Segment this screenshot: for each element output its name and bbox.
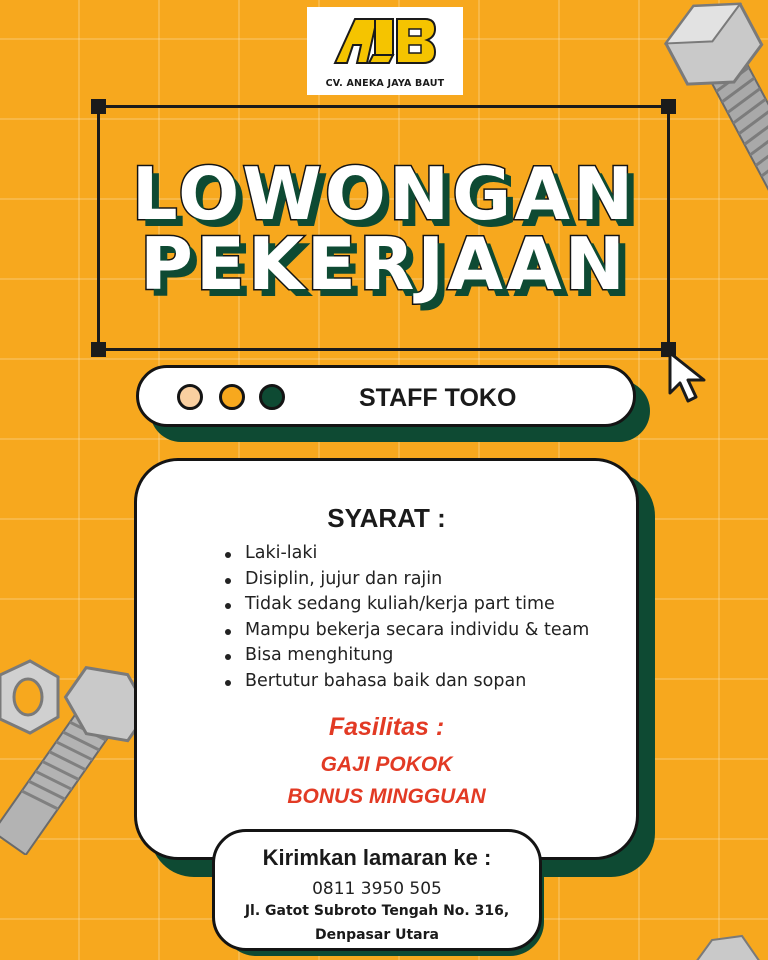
- list-item: Disiplin, jujur dan rajin: [225, 567, 589, 593]
- frame-handle: [91, 99, 106, 114]
- window-dot-icon: [259, 384, 285, 410]
- facility-item: GAJI POKOK: [320, 753, 453, 776]
- company-name: CV. ANEKA JAYA BAUT: [325, 78, 445, 89]
- nut-icon: [0, 655, 150, 855]
- window-dot-icon: [219, 384, 245, 410]
- requirements-list: [225, 541, 589, 694]
- requirements-heading: SYARAT :: [327, 503, 446, 533]
- company-logo: [307, 7, 463, 95]
- list-item: Bisa menghitung: [225, 643, 589, 669]
- position-label: STAFF TOKO: [359, 384, 517, 412]
- window-dot-icon: [177, 384, 203, 410]
- facilities-heading: Fasilitas :: [328, 713, 445, 741]
- title-line-2: PEKERJAAN: [140, 222, 628, 306]
- contact-address-line-1: Jl. Gatot Subroto Tengah No. 316,: [244, 903, 510, 919]
- list-item: Mampu bekerja secara individu & team: [225, 618, 589, 644]
- requirements-card: [134, 458, 639, 860]
- frame-handle: [91, 342, 106, 357]
- position-pill: [136, 365, 636, 427]
- contact-address-line-2: Denpasar Utara: [315, 927, 439, 943]
- contact-box: [212, 829, 542, 951]
- facility-item: BONUS MINGGUAN: [287, 785, 486, 808]
- contact-phone: 0811 3950 505: [312, 879, 442, 899]
- contact-heading: Kirimkan lamaran ke :: [262, 845, 492, 870]
- cursor-icon: [666, 349, 710, 407]
- logo-mark-icon: [333, 15, 437, 67]
- frame-handle: [661, 99, 676, 114]
- list-item: Bertutur bahasa baik dan sopan: [225, 669, 589, 695]
- bolt-icon: [692, 934, 762, 960]
- list-item: Laki-laki: [225, 541, 589, 567]
- title-line-1: LOWONGAN: [131, 152, 637, 236]
- list-item: Tidak sedang kuliah/kerja part time: [225, 592, 589, 618]
